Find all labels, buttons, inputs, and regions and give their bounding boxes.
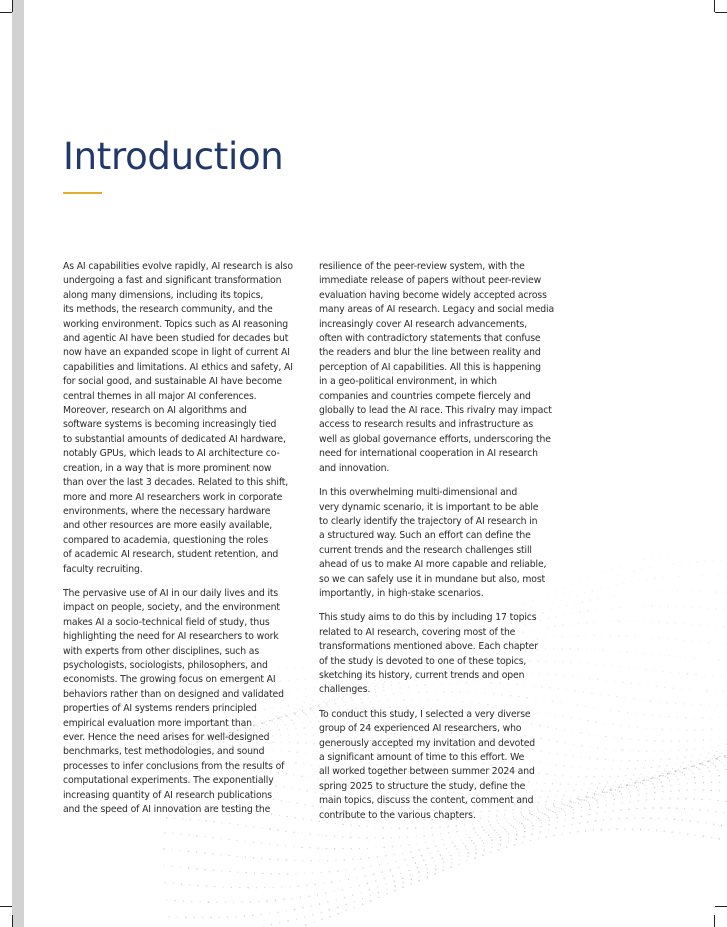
text-line: companies and countries compete fiercely and [319,390,531,402]
text-line: In this overwhelming multi-dimensional and [319,487,518,499]
text-line: a significant amount of time to this effort. We [319,752,525,763]
text-line: To conduct this study, I selected a very diverse [319,708,531,720]
text-line: so we can safely use it in mundane but also, most [319,573,546,585]
text-line: to clearly identify the trajectory of AI research in [319,515,538,527]
text-line: benchmarks, test methodologies, and sound [63,746,265,758]
text-line: importantly, in high-stake scenarios. [319,587,484,599]
page-title: Introduction [63,135,284,178]
text-line: notably GPUs, which leads to AI architecture co- [63,448,280,460]
text-line: its methods, the research community, and the [63,304,273,316]
text-line: software systems is becoming increasingly tied [63,419,277,431]
text-line: to substantial amounts of dedicated AI hardware, [63,433,286,445]
text-line: of academic AI research, student retention, and [63,549,279,561]
paragraph [319,260,563,476]
text-line: ever. Hence the need arises for well-designed [63,732,270,743]
text-line: highlighting the need for AI researchers to work [63,631,279,643]
paragraph [63,260,307,577]
text-line: transformations mentioned above. Each chapter [319,641,538,653]
text-line: many areas of AI research. Legacy and social media [319,304,555,316]
text-line: contribute to the various chapters. [319,809,476,821]
text-line: globally to lead the AI race. This rivalry may impact [319,405,552,417]
text-line: psychologists, sociologists, philosophers, and [63,659,268,671]
crop-mark [714,915,715,927]
text-line: with experts from other disciplines, such as [63,645,260,657]
text-line: faculty recruiting. [63,563,143,575]
text-line: ahead of us to make AI more capable and reliable, [319,559,547,571]
text-line: a structured way. Such an effort can define the [319,530,531,542]
text-line: the readers and blur the line between reality and [319,347,541,359]
text-line: than over the last 3 decades. Related to this shift, [63,477,289,489]
text-line: often with contradictory statements that confuse [319,333,541,345]
text-line: group of 24 experienced AI researchers, who [319,723,522,735]
text-line: perception of AI capabilities. All this is happening [319,361,541,373]
crop-mark [12,0,13,12]
text-line: empirical evaluation more important than [63,717,252,729]
text-line: resilience of the peer-review system, with the [319,261,525,272]
text-column-left [63,260,307,827]
text-line: properties of AI systems renders principled [63,703,257,715]
text-line: impact on people, society, and the environment [63,602,280,614]
paragraph [319,708,563,823]
text-line: undergoing a fast and significant transformation [63,275,282,287]
text-line: compared to academia, questioning the roles [63,534,269,546]
text-line: and agentic AI have been studied for decades but [63,333,289,345]
text-line: well as global governance efforts, underscoring the [319,433,551,445]
text-line: This study aims to do this by including 17 topics [319,612,537,624]
text-line: As AI capabilities evolve rapidly, AI research is also [63,261,293,272]
paragraph [319,486,563,601]
text-line: now have an expanded scope in light of current AI [63,347,290,359]
text-line: for social good, and sustainable AI have become [63,376,282,388]
text-line: sketching its history, current trends and open [319,669,525,681]
text-line: and other resources are more easily available, [63,520,273,532]
text-line: Moreover, research on AI algorithms and [63,405,247,417]
paragraph [63,587,307,818]
text-line: processes to infer conclusions from the results of [63,760,285,772]
text-line: access to research results and infrastructure as [319,419,534,431]
text-line: evaluation having become widely accepted across [319,289,547,301]
text-line: very dynamic scenario, it is important to be able [319,501,539,513]
crop-mark [0,12,12,13]
text-line: challenges. [319,684,371,696]
text-line: makes AI a socio-technical field of study, thus [63,616,270,628]
crop-mark [715,12,727,13]
text-line: main topics, discuss the content, comment and [319,795,534,807]
text-line: increasingly cover AI research advancements, [319,318,527,330]
page-edge-bar [12,0,24,927]
crop-mark [714,0,715,12]
text-line: current trends and the research challenges still [319,544,532,556]
text-line: behaviors rather than on designed and validated [63,688,284,700]
text-line: need for international cooperation in AI research [319,448,538,460]
text-line: and innovation. [319,462,390,474]
text-line: spring 2025 to structure the study, define the [319,780,526,792]
text-line: immediate release of papers without peer-review [319,275,542,287]
crop-mark [12,915,13,927]
text-line: and the speed of AI innovation are testing the [63,804,271,816]
text-line: of the study is devoted to one of these topics, [319,655,527,667]
text-line: generously accepted my invitation and devoted [319,737,536,749]
paragraph [319,611,563,697]
text-line: environments, where the necessary hardware [63,505,271,517]
text-line: computational experiments. The exponentially [63,775,274,787]
text-line: along many dimensions, including its topics, [63,289,264,301]
text-line: more and more AI researchers work in corporate [63,491,283,503]
text-line: central themes in all major AI conferences. [63,390,257,402]
text-line: increasing quantity of AI research publications [63,789,272,801]
text-line: economists. The growing focus on emergent AI [63,674,276,686]
crop-mark [0,906,12,907]
text-line: working environment. Topics such as AI reasoning [63,318,289,330]
text-line: in a geo-political environment, in which [319,376,497,388]
text-column-right [319,260,563,833]
title-underline [63,192,102,194]
text-line: creation, in a way that is more prominent now [63,462,272,474]
text-line: The pervasive use of AI in our daily lives and its [63,587,279,599]
crop-mark [715,906,727,907]
text-line: related to AI research, covering most of the [319,626,516,638]
text-line: all worked together between summer 2024 and [319,766,535,778]
text-line: capabilities and limitations. AI ethics and safety, AI [63,361,293,373]
